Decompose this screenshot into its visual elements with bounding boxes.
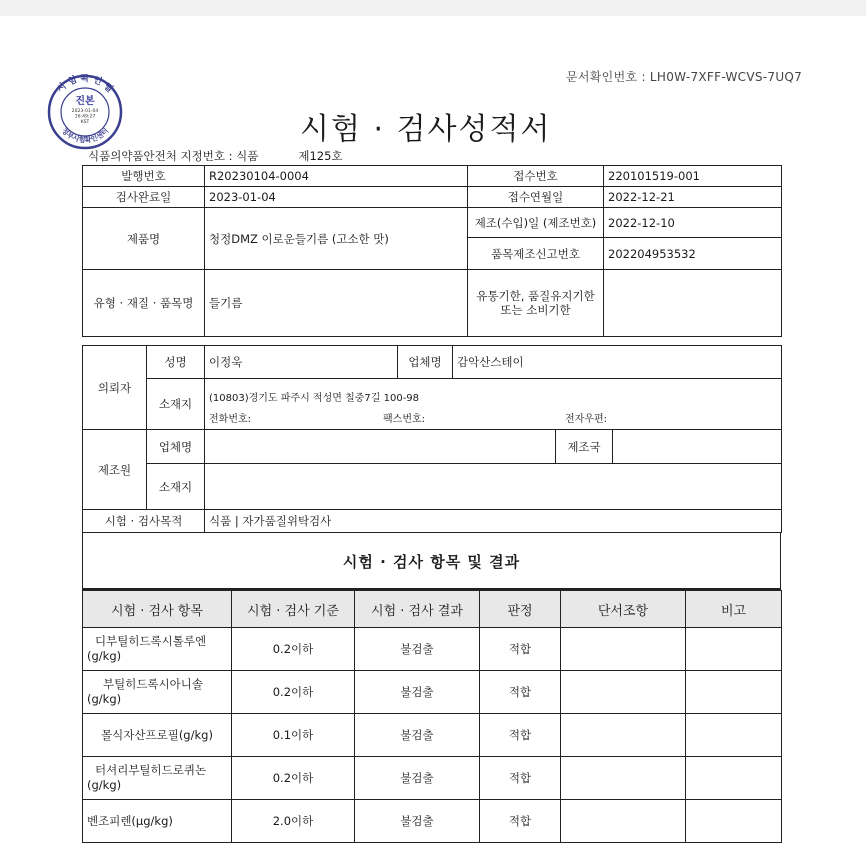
test-proviso xyxy=(561,671,686,714)
test-result: 불검출 xyxy=(355,671,480,714)
test-proviso xyxy=(561,757,686,800)
receipt-number: 220101519-001 xyxy=(604,166,782,187)
client-company-label: 업체명 xyxy=(398,346,453,379)
client-name: 이정욱 xyxy=(205,346,398,379)
test-remark xyxy=(686,800,782,843)
results-table xyxy=(82,590,782,843)
type-value: 들기름 xyxy=(205,270,468,337)
table-row xyxy=(83,757,782,800)
stamp-time: 16:49:27 xyxy=(74,114,96,120)
type-label: 유형 · 재질 · 품목명 xyxy=(83,270,205,337)
expiry-label: 유통기한, 품질유지기한 또는 소비기한 xyxy=(468,270,604,337)
test-remark xyxy=(686,628,782,671)
test-standard: 2.0이하 xyxy=(232,800,355,843)
report-number-label: 품목제조신고번호 xyxy=(468,238,604,270)
header-remark: 비고 xyxy=(686,591,782,628)
test-result: 불검출 xyxy=(355,628,480,671)
test-standard: 0.2이하 xyxy=(232,757,355,800)
phone-label: 전화번호: xyxy=(209,413,252,425)
client-address-cell xyxy=(205,379,782,430)
test-item xyxy=(83,757,232,800)
table-row xyxy=(83,714,782,757)
product-name: 청정DMZ 이로운들기름 (고소한 맛) xyxy=(205,208,468,270)
done-date: 2023-01-04 xyxy=(205,187,468,208)
test-remark xyxy=(686,714,782,757)
client-label: 의뢰자 xyxy=(83,346,147,430)
test-remark xyxy=(686,757,782,800)
mfg-date-label: 제조(수입)일 (제조번호) xyxy=(468,208,604,238)
test-item-name: 터셔리부틸히드로퀴논 xyxy=(95,763,207,777)
designation-number: 제125호 xyxy=(298,149,343,163)
client-address-label: 소재지 xyxy=(147,379,205,430)
test-item-name: 부틸히드록시아니솔 xyxy=(103,677,203,691)
viewer-top-bar xyxy=(0,0,866,16)
report-number: 202204953532 xyxy=(604,238,782,270)
purpose-label: 시험 · 검사목적 xyxy=(83,510,205,533)
purpose-value: 식품 | 자가품질위탁검사 xyxy=(205,510,782,533)
header-standard: 시험 · 검사 기준 xyxy=(232,591,355,628)
stamp-bottom-text: 정부시험확인센터 xyxy=(59,126,111,145)
receipt-date: 2022-12-21 xyxy=(604,187,782,208)
designation-line xyxy=(88,148,343,164)
test-result: 불검출 xyxy=(355,757,480,800)
designation-label: 식품의약품안전처 지정번호 : 식품 xyxy=(88,149,259,163)
expiry-value xyxy=(604,270,782,337)
test-item-name: 벤조피렌(μg/kg) xyxy=(87,813,173,828)
test-item xyxy=(83,800,232,843)
table-row xyxy=(83,671,782,714)
table-row xyxy=(83,628,782,671)
header-result: 시험 · 검사 결과 xyxy=(355,591,480,628)
test-verdict: 적합 xyxy=(480,671,561,714)
test-item xyxy=(83,714,232,757)
client-company: 감악산스테이 xyxy=(453,346,782,379)
client-address: (10803)경기도 파주시 적성면 칠중7길 100-98 xyxy=(209,392,420,404)
maker-company-label: 업체명 xyxy=(147,430,205,464)
test-item xyxy=(83,671,232,714)
test-result: 불검출 xyxy=(355,714,480,757)
fax-label: 팩스번호: xyxy=(383,413,426,425)
test-proviso xyxy=(561,800,686,843)
test-result: 불검출 xyxy=(355,800,480,843)
header-verdict: 판정 xyxy=(480,591,561,628)
maker-table xyxy=(82,429,782,510)
receipt-date-label: 접수연월일 xyxy=(468,187,604,208)
document-confirm-number: 문서확인번호 : LH0W-7XFF-WCVS-7UQ7 xyxy=(566,70,803,84)
issue-number-label: 발행번호 xyxy=(83,166,205,187)
issue-number: R20230104-0004 xyxy=(205,166,468,187)
verification-stamp xyxy=(44,74,126,150)
maker-address xyxy=(205,464,782,510)
stamp-tz: KST xyxy=(80,120,90,125)
maker-address-label: 소재지 xyxy=(147,464,205,510)
country-value xyxy=(613,430,782,464)
product-name-label: 제품명 xyxy=(83,208,205,270)
test-proviso xyxy=(561,714,686,757)
stamp-date: 2023-01-04 xyxy=(71,109,99,114)
stamp-center-text: 진본 xyxy=(75,96,95,107)
client-name-label: 성명 xyxy=(147,346,205,379)
client-table xyxy=(82,345,782,430)
header-item: 시험 · 검사 항목 xyxy=(83,591,232,628)
test-item-unit: (g/kg) xyxy=(87,692,122,706)
receipt-number-label: 접수번호 xyxy=(468,166,604,187)
test-item-unit: (g/kg) xyxy=(87,778,122,792)
test-verdict: 적합 xyxy=(480,714,561,757)
test-item xyxy=(83,628,232,671)
test-item-name: 디부틸히드록시톨루엔 xyxy=(95,634,207,648)
test-item-name: 몰식자산프로필(g/kg) xyxy=(101,727,213,742)
test-verdict: 적합 xyxy=(480,800,561,843)
test-proviso xyxy=(561,628,686,671)
table-row xyxy=(83,800,782,843)
stamp-top-text: 시 험 확 인 필 xyxy=(55,74,115,95)
test-standard: 0.1이하 xyxy=(232,714,355,757)
mfg-date: 2022-12-10 xyxy=(604,208,782,238)
header-proviso: 단서조항 xyxy=(561,591,686,628)
issue-info-table xyxy=(82,165,782,337)
document-title: 시험 · 검사성적서 xyxy=(300,112,552,147)
results-section-title: 시험 · 검사 항목 및 결과 xyxy=(82,532,781,590)
email-label: 전자우편: xyxy=(565,413,608,425)
purpose-table xyxy=(82,509,782,533)
results-header-row xyxy=(83,591,782,628)
test-standard: 0.2이하 xyxy=(232,671,355,714)
test-verdict: 적합 xyxy=(480,628,561,671)
done-date-label: 검사완료일 xyxy=(83,187,205,208)
test-item-unit: (g/kg) xyxy=(87,649,122,663)
test-standard: 0.2이하 xyxy=(232,628,355,671)
test-remark xyxy=(686,671,782,714)
maker-company xyxy=(205,430,556,464)
country-label: 제조국 xyxy=(556,430,613,464)
maker-label: 제조원 xyxy=(83,430,147,510)
test-verdict: 적합 xyxy=(480,757,561,800)
